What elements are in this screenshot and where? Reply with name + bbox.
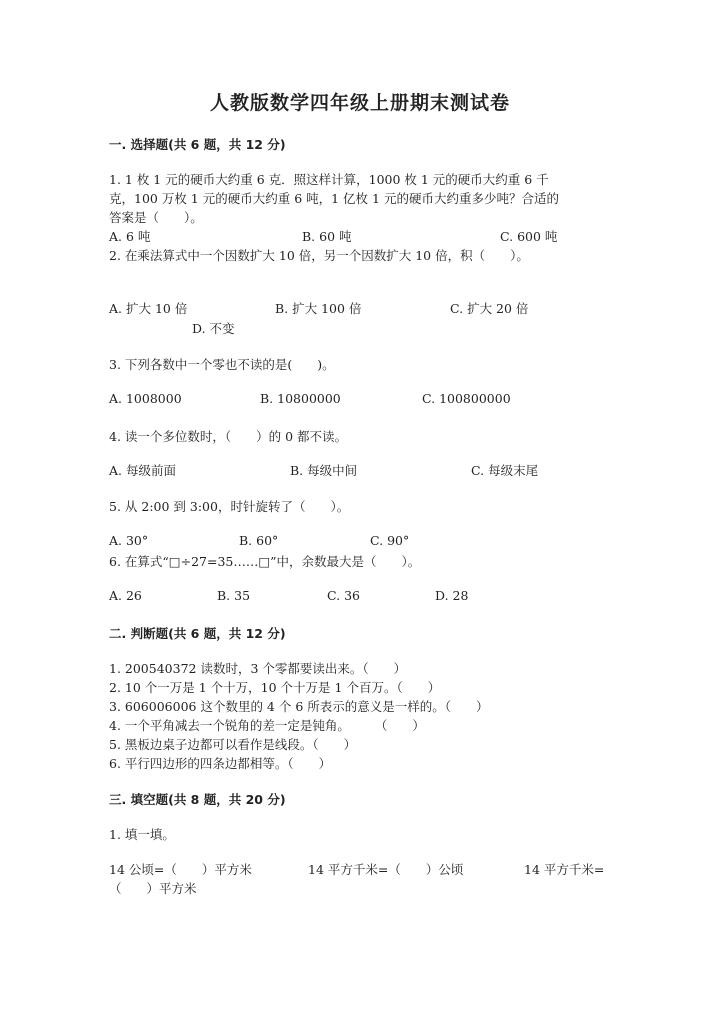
section-heading-judge: 二. 判断题(共 6 题，共 12 分) bbox=[109, 626, 286, 641]
q5-option-b: B. 60° bbox=[239, 533, 279, 548]
q5-option-c: C. 90° bbox=[370, 533, 410, 548]
q3-option-c: C. 100800000 bbox=[422, 391, 511, 406]
q1-option-b: B. 60 吨 bbox=[302, 229, 352, 244]
q6-option-c: C. 36 bbox=[327, 588, 360, 603]
q1-line-3: 答案是（ ）。 bbox=[109, 210, 203, 225]
fill-part-1: 14 公顷=（ ）平方米 bbox=[109, 862, 252, 877]
q1-line-2: 克，100 万枚 1 元的硬币大约重 6 吨，1 亿枚 1 元的硬币大约重多少吨？合适的 bbox=[109, 191, 559, 206]
q2-option-a: A. 扩大 10 倍 bbox=[109, 301, 188, 316]
judge-item: 6. 平行四边形的四条边都相等。（ ） bbox=[109, 756, 332, 771]
section-heading-fill: 三. 填空题(共 8 题，共 20 分) bbox=[109, 792, 286, 807]
judge-item: 5. 黑板边桌子边都可以看作是线段。（ ） bbox=[109, 737, 357, 752]
q3-option-b: B. 10800000 bbox=[260, 391, 341, 406]
q2-text: 2. 在乘法算式中一个因数扩大 10 倍，另一个因数扩大 10 倍，积（ ）。 bbox=[109, 248, 529, 263]
fill-part-2: 14 平方千米=（ ）公顷 bbox=[308, 862, 464, 877]
q2-option-c: C. 扩大 20 倍 bbox=[450, 301, 529, 316]
q4-text: 4. 读一个多位数时，（ ）的 0 都不读。 bbox=[109, 429, 348, 444]
fill-q1-text: 1. 填一填。 bbox=[109, 827, 175, 842]
q2-option-b: B. 扩大 100 倍 bbox=[275, 301, 362, 316]
q1-option-c: C. 600 吨 bbox=[500, 229, 558, 244]
judge-item: 2. 10 个一万是 1 个十万，10 个十万是 1 个百万。（ ） bbox=[109, 680, 441, 695]
section-heading-choice: 一. 选择题(共 6 题，共 12 分) bbox=[109, 137, 286, 152]
q6-text: 6. 在算式“□÷27=35……□”中，余数最大是（ ）。 bbox=[109, 554, 421, 569]
q1-line-1: 1. 1 枚 1 元的硬币大约重 6 克．照这样计算，1000 枚 1 元的硬币大约重 6 千 bbox=[109, 172, 549, 187]
page-title: 人教版数学四年级上册期末测试卷 bbox=[209, 92, 510, 114]
q6-option-d: D. 28 bbox=[435, 588, 469, 603]
judge-item: 4. 一个平角减去一个锐角的差一定是钝角。 （ ） bbox=[109, 718, 425, 733]
q6-option-a: A. 26 bbox=[109, 588, 142, 603]
q3-option-a: A. 1008000 bbox=[109, 391, 182, 406]
q4-option-b: B. 每级中间 bbox=[290, 463, 358, 478]
q2-option-d: D. 不变 bbox=[192, 321, 235, 336]
q5-text: 5. 从 2:00 到 3:00，时针旋转了（ ）。 bbox=[109, 499, 350, 514]
q1-option-a: A. 6 吨 bbox=[109, 229, 151, 244]
q6-option-b: B. 35 bbox=[217, 588, 251, 603]
judge-item: 1. 200540372 读数时，3 个零都要读出来。（ ） bbox=[109, 661, 407, 676]
q3-text: 3. 下列各数中一个零也不读的是( )。 bbox=[109, 357, 335, 372]
q4-option-c: C. 每级末尾 bbox=[471, 463, 539, 478]
q4-option-a: A. 每级前面 bbox=[109, 463, 176, 478]
fill-part-3-cont: （ ）平方米 bbox=[109, 881, 197, 896]
fill-part-3: 14 平方千米= bbox=[524, 862, 605, 877]
q5-option-a: A. 30° bbox=[109, 533, 149, 548]
judge-item: 3. 606006006 这个数里的 4 个 6 所表示的意义是一样的。（ ） bbox=[109, 699, 489, 714]
